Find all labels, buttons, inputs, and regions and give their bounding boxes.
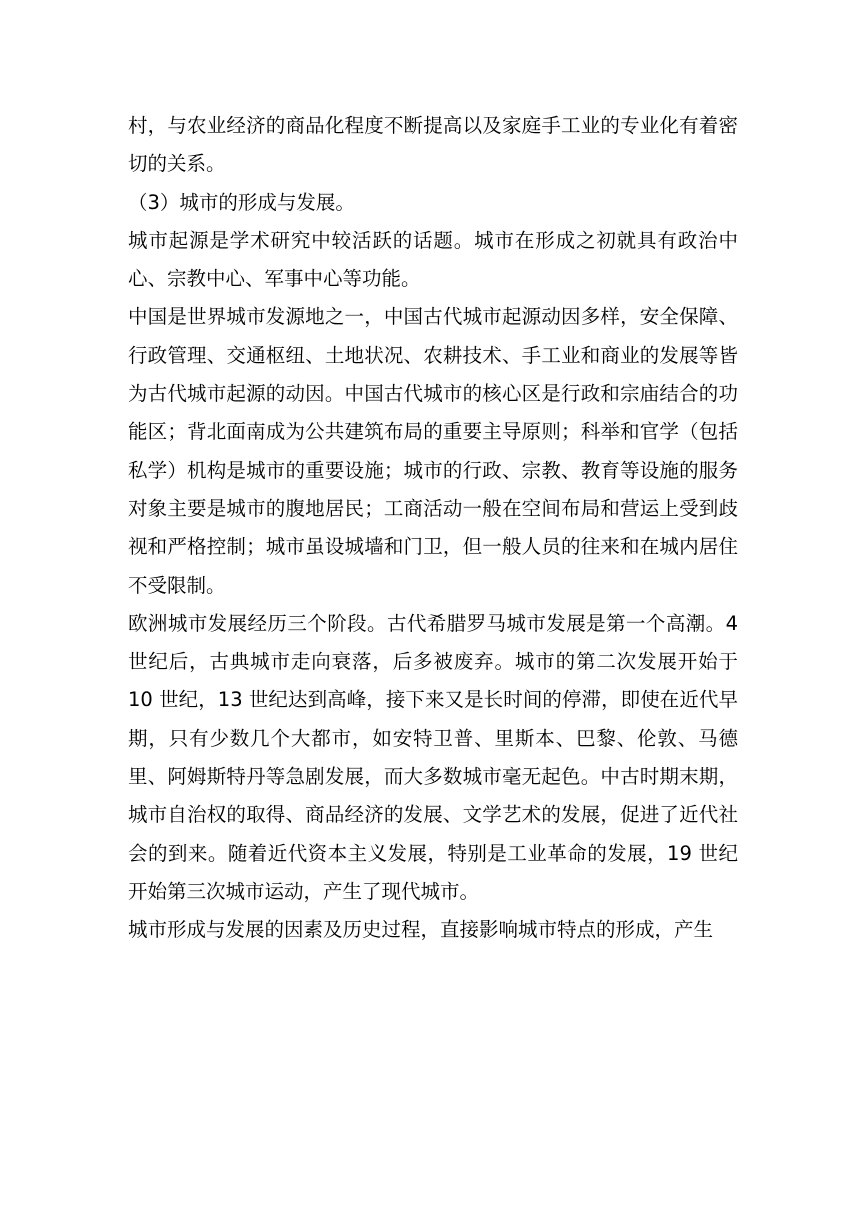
paragraph-continuation: 村，与农业经济的商品化程度不断提高以及家庭手工业的专业化有着密切的关系。 [128,114,738,176]
paragraph-europe-cities: 欧洲城市发展经历三个阶段。古代希腊罗马城市发展是第一个高潮。4 世纪后，古典城市走向衰落，后多被废弃。城市的第二次发展开始于 10 世纪，13 世纪达到高峰，接下来又是长时间的停滞，即使在近代早期，只有少数几个大都市，如安特卫普、里斯本、巴黎、伦敦、马德里、阿姆斯特丹等急剧发展，而大多数城市毫无起色。中古时期末期，城市自治权的取得、商品经济的发展、文学艺术的发展，促进了近代社会的到来。随着近代资本主义发展，特别是工业革命的发展，19 世纪开始第三次城市运动，产生了现代城市。 [128,611,738,903]
paragraph-city-origin: 城市起源是学术研究中较活跃的话题。城市在形成之初就具有政治中心、宗教中心、军事中心等功能。 [128,228,738,291]
document-body [128,107,738,950]
paragraph-china-cities: 中国是世界城市发源地之一，中国古代城市起源动因多样，安全保障、行政管理、交通枢纽、土地状况、农耕技术、手工业和商业的发展等皆为古代城市起源的动因。中国古代城市的核心区是行政和宗庙结合的功能区；背北面南成为公共建筑布局的重要主导原则；科举和官学（包括私学）机构是城市的重要设施；城市的行政、宗教、教育等设施的服务对象主要是城市的腹地居民；工商活动一般在空间布局和营运上受到歧视和严格控制；城市虽设城墙和门卫，但一般人员的往来和在城内居住不受限制。 [128,305,738,597]
paragraph-city-factors: 城市形成与发展的因素及历史过程，直接影响城市特点的形成，产生 [128,918,714,942]
section-heading: （3）城市的形成与发展。 [128,190,355,214]
